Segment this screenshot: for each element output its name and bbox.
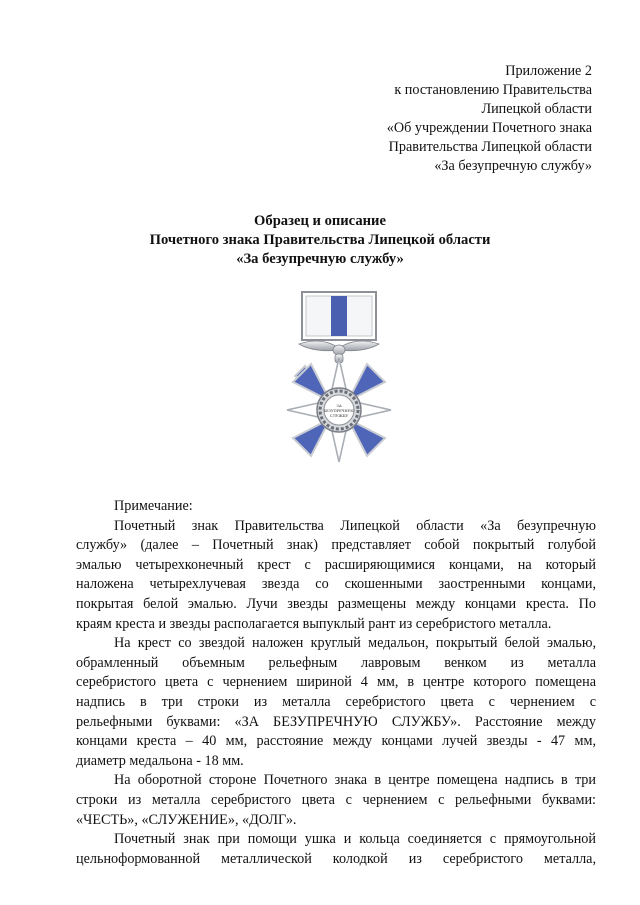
ribbon-block (302, 292, 376, 340)
text-line: Почетный знак при помощи ушка и кольца соединяется с прямоугольной (114, 831, 596, 848)
badge-illustration (269, 290, 409, 466)
text-line: краям креста и звезды располагается выпуклый рант из серебристого металла. (76, 615, 552, 632)
text-line: Почетный знак Правительства Липецкой области «За безупречную (114, 517, 596, 534)
text-line: диаметр медальона - 18 мм. (76, 752, 244, 769)
medallion-text-line: ЗА (336, 403, 342, 408)
text-line: концами креста – 40 мм, расстояние между концами лучей звезды - 47 мм, (76, 733, 596, 750)
appendix-line: Приложение 2 (505, 63, 592, 79)
note-paragraph (76, 771, 596, 830)
text-line: службу» (далее – Почетный знак) представляет собой покрытый голубой (76, 537, 596, 554)
text-line: строки из металла серебристого цвета с чернением с рельефными буквами: (76, 791, 596, 808)
note-paragraph (76, 517, 596, 635)
text-line: цельноформованной металлической колодкой из серебристого металла, (76, 850, 596, 867)
text-line: «ЧЕСТЬ», «СЛУЖЕНИЕ», «ДОЛГ». (76, 811, 297, 828)
medallion-text-line: СЛУЖБУ (329, 413, 349, 418)
text-line: обрамленный объемным рельефным лавровым венком из металла (76, 654, 596, 671)
text-line: покрытая белой эмалью. Лучи звезды размещены между концами креста. По (76, 595, 596, 612)
note-paragraph (76, 830, 596, 869)
document-title (0, 212, 640, 269)
appendix-line: «Об учреждении Почетного знака (386, 120, 592, 136)
appendix-line: «За безупречную службу» (434, 158, 592, 174)
text-line: надпись в три строки из металла серебристого цвета с чернением с (76, 693, 596, 710)
text-line: На крест со звездой наложен круглый медальон, покрытый белой эмалью, (114, 635, 596, 652)
appendix-line: к постановлению Правительства (394, 82, 592, 98)
medallion (317, 388, 361, 432)
text-line: серебристого цвета с чернением шириной 4 мм, в центре которого помещена (76, 674, 596, 691)
title-line: Образец и описание (254, 213, 386, 229)
appendix-line: Правительства Липецкой области (388, 139, 592, 155)
note-heading: Примечание: (114, 498, 193, 514)
title-line: «За безупречную службу» (236, 251, 404, 267)
text-line: рельефными буквами: «ЗА БЕЗУПРЕЧНУЮ СЛУЖБУ». Расстояние между (76, 713, 596, 730)
note-paragraph (76, 634, 596, 771)
text-line: эмалью четырехконечный крест с расширяющимися концами, на который (76, 556, 596, 573)
text-line: наложена четырехлучевая звезда со скошенными заостренными концами, (76, 576, 596, 593)
appendix-line: Липецкой области (481, 101, 592, 117)
medallion-text-line: БЕЗУПРЕЧНУЮ (323, 409, 355, 413)
appendix-header (292, 62, 592, 176)
title-line: Почетного знака Правительства Липецкой области (149, 232, 491, 248)
note-section (76, 497, 596, 869)
text-line: На оборотной стороне Почетного знака в центре помещена надпись в три (114, 772, 596, 789)
